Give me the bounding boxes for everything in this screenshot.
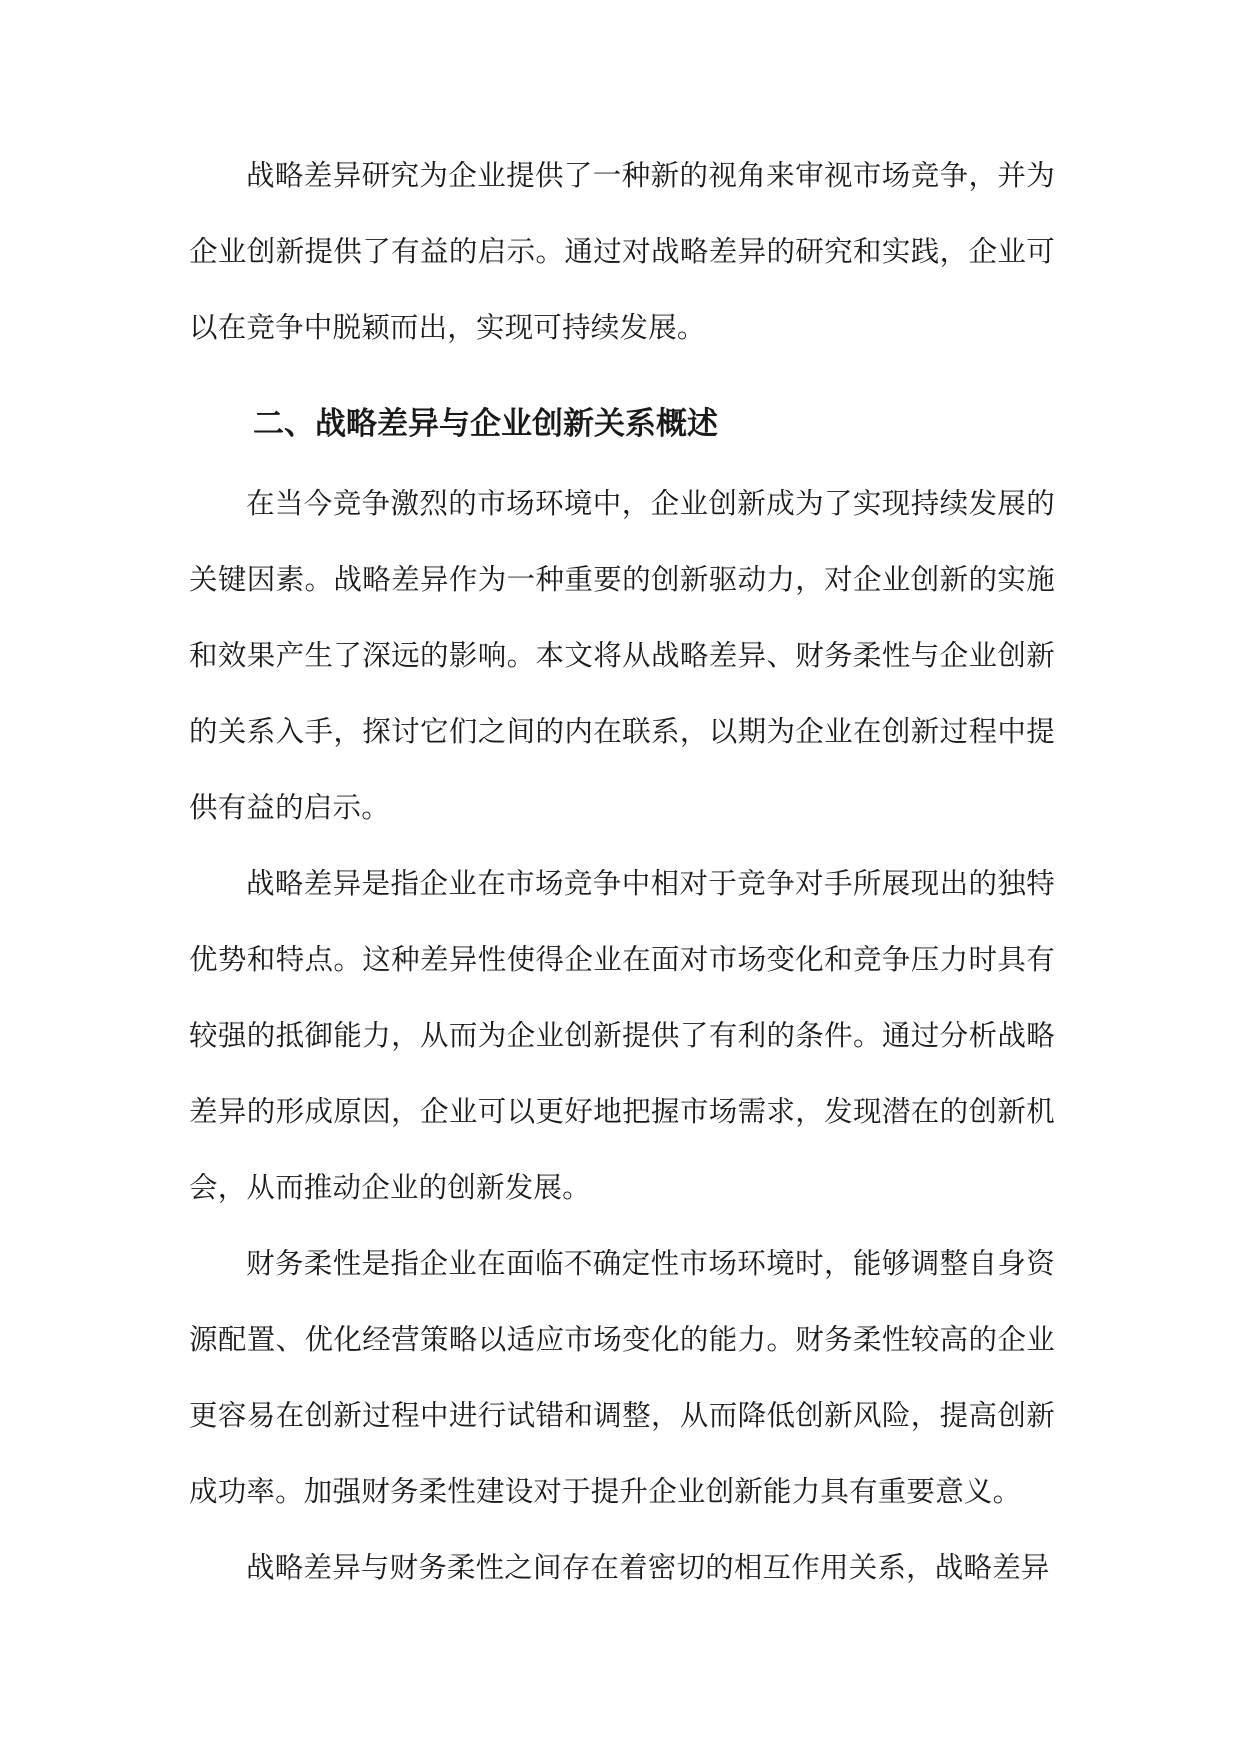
paragraph-strategic-difference: 战略差异是指企业在市场竞争中相对于竞争对手所展现出的独特优势和特点。这种差异性使得企业在面对市场变化和竞争压力时具有较强的抵御能力，从而为企业创新提供了有利的条件。通过分析战略差异的形成原因，企业可以更好地把握市场需求，发现潜在的创新机会，从而推动企业的创新发展。: [189, 867, 1055, 1204]
intro-paragraph: 战略差异研究为企业提供了一种新的视角来审视市场竞争，并为企业创新提供了有益的启示。通过对战略差异的研究和实践，企业可以在竞争中脱颖而出，实现可持续发展。: [189, 159, 1055, 344]
paragraph-financial-flexibility: 财务柔性是指企业在面临不确定性市场环境时，能够调整自身资源配置、优化经营策略以适应市场变化的能力。财务柔性较高的企业更容易在创新过程中进行试错和调整，从而降低创新风险，提高创新成功率。加强财务柔性建设对于提升企业创新能力具有重要意义。: [189, 1247, 1055, 1508]
section-heading: 二、战略差异与企业创新关系概述: [253, 406, 718, 442]
paragraph-interaction: 战略差异与财务柔性之间存在着密切的相互作用关系，战略差异: [246, 1551, 1050, 1584]
document-body: [189, 138, 1055, 1606]
paragraph-innovation-context: 在当今竞争激烈的市场环境中，企业创新成为了实现持续发展的关键因素。战略差异作为一种重要的创新驱动力，对企业创新的实施和效果产生了深远的影响。本文将从战略差异、财务柔性与企业创新的关系入手，探讨它们之间的内在联系，以期为企业在创新过程中提供有益的启示。: [189, 487, 1055, 824]
